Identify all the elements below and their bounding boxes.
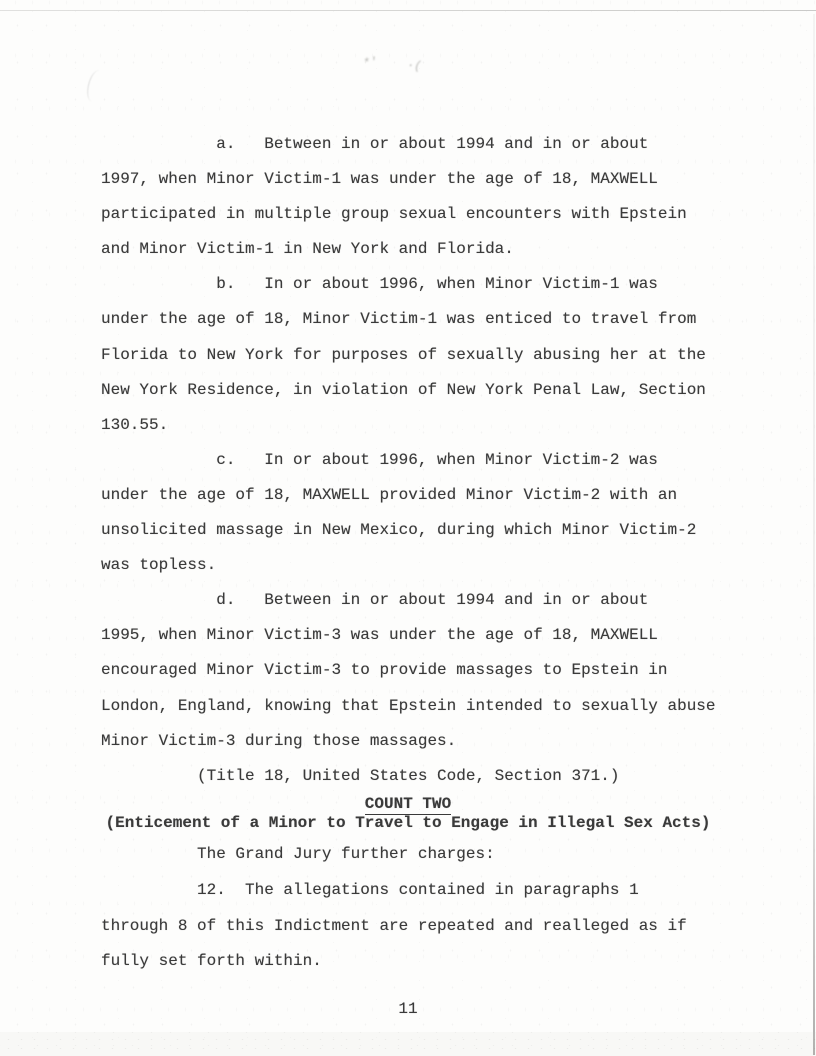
count-two-title-text: COUNT TWO	[364, 795, 452, 813]
closing-line: 12. The allegations contained in paragraphs 1	[101, 880, 639, 899]
body-line: 130.55.	[101, 415, 169, 434]
body-line: d. Between in or about 1994 and in or about	[101, 591, 649, 610]
scan-pencil-arc	[84, 69, 106, 104]
body-line: Florida to New York for purposes of sexually abusing her at the	[101, 345, 706, 364]
body-line: under the age of 18, MAXWELL provided Minor Victim-2 with an	[101, 485, 678, 504]
statute-citation: (Title 18, United States Code, Section 371.)	[101, 766, 620, 785]
scan-smudge-mark: *'	[362, 55, 379, 71]
body-line: 1995, when Minor Victim-3 was under the age of 18, MAXWELL	[101, 626, 658, 645]
page-number: 11	[398, 1000, 418, 1018]
body-line: c. In or about 1996, when Minor Victim-2 was	[101, 450, 658, 469]
closing-line: fully set forth within.	[101, 952, 322, 971]
indictment-body	[101, 127, 716, 794]
count-two-heading	[0, 795, 816, 814]
closing-line: The Grand Jury further charges:	[101, 845, 495, 863]
body-line: b. In or about 1996, when Minor Victim-1 was	[101, 275, 658, 294]
scan-right-edge-line	[813, 14, 815, 1055]
scan-top-edge-line	[0, 10, 816, 11]
body-line: was topless.	[101, 556, 217, 575]
count-two-subtitle: (Enticement of a Minor to Travel to Engage in Illegal Sex Acts)	[105, 814, 711, 832]
body-line: unsolicited massage in New Mexico, during which Minor Victim-2	[101, 521, 697, 540]
body-line: New York Residence, in violation of New York Penal Law, Section	[101, 380, 706, 399]
count-two-body	[101, 837, 687, 980]
body-line: under the age of 18, Minor Victim-1 was enticed to travel from	[101, 310, 697, 329]
scan-smudge-mark: ·(	[406, 58, 423, 74]
body-line: Minor Victim-3 during those massages.	[101, 731, 457, 750]
body-line: 1997, when Minor Victim-1 was under the age of 18, MAXWELL	[101, 170, 658, 189]
body-line: and Minor Victim-1 in New York and Florida.	[101, 240, 514, 259]
closing-line: through 8 of this Indictment are repeated and realleged as if	[101, 916, 687, 935]
body-line: a. Between in or about 1994 and in or about	[101, 135, 649, 153]
scan-bottom-band	[0, 1032, 816, 1056]
body-line: encouraged Minor Victim-3 to provide massages to Epstein in	[101, 661, 668, 680]
body-line: participated in multiple group sexual encounters with Epstein	[101, 205, 687, 224]
body-line: London, England, knowing that Epstein intended to sexually abuse	[101, 696, 716, 715]
